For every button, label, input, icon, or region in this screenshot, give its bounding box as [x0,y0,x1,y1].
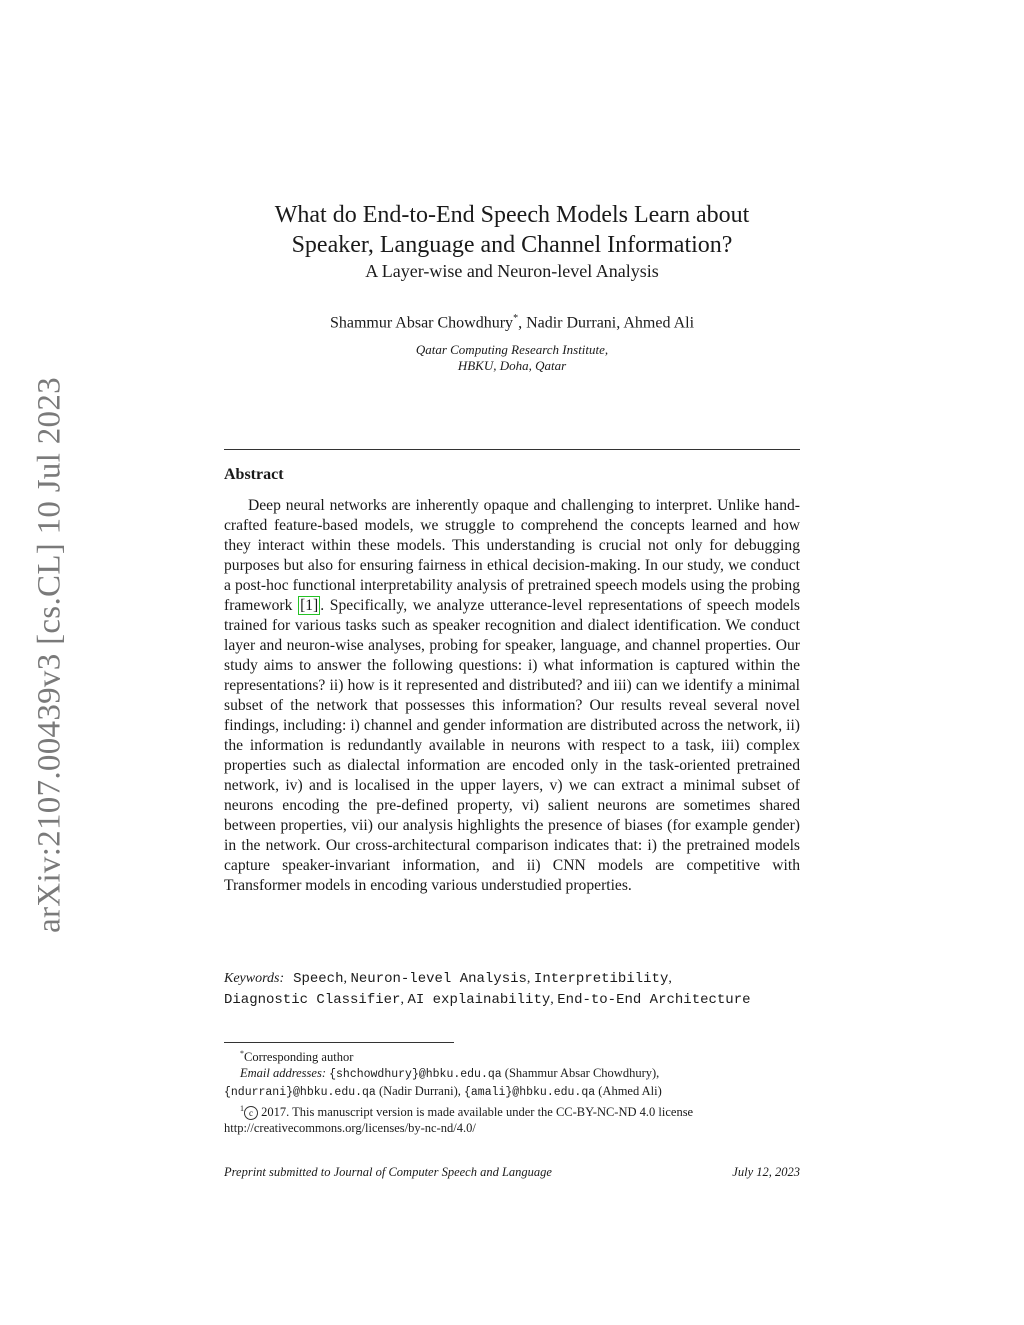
title-line-1: What do End-to-End Speech Models Learn about [274,202,750,228]
preprint-note: Preprint submitted to Journal of Computer Speech and Language [224,1165,552,1179]
keywords-label: Keywords: [224,971,285,986]
abstract-body [224,496,800,896]
footnote-mark: 1 [240,1104,244,1114]
keywords-block: Keywords: Speech, Neuron-level Analysis, Interpretibility, Diagnostic Classifier, AI explainability, End-to-End Architecture [224,971,751,1008]
keyword: Neuron-level Analysis [350,971,527,987]
corresponding-mark: * [513,313,519,324]
footnote-emails [224,1065,800,1101]
footnote-corresponding-text: Corresponding author [244,1050,354,1065]
abstract-heading: Abstract [224,466,284,483]
email-owner: (Nadir Durrani), [375,1084,464,1099]
license-text: 2017. This manuscript version is made available under the CC-BY-NC-ND 4.0 license [258,1105,694,1120]
keyword: AI explainability [407,992,551,1008]
email-label: Email addresses: [240,1066,326,1081]
author-rest: , Nadir Durrani, Ahmed Ali [518,314,695,332]
abstract-text-part1: Deep neural networks are inherently opaque and challenging to interpret. Unlike hand-crafted feature-based models, we struggle to comprehend the concepts learned and how they interact within these models. This understanding is crucial not only for debugging purposes but also for ensuring fairness in ethical decision-making. In our study, we conduct a post-hoc functional interpretability analysis of pretrained speech models using the probing framework [224,497,800,614]
author-list [224,313,800,332]
keyword: Interpretibility [533,971,669,987]
keyword: Diagnostic Classifier [224,992,401,1008]
keyword: Speech [293,971,344,987]
footnote-mark: * [240,1049,244,1058]
preprint-date: July 12, 2023 [732,1165,800,1179]
abstract-text-part2: . Specifically, we analyze utterance-level representations of speech models trained for various tasks such as speaker recognition and dialect identification. We conduct layer and neuron-wise analyses, probing for speaker, language, and channel properties. Our study aims to answer the following questions: i) what information is captured within the representations? ii) how is it represented and distributed? and iii) can we identify a minimal subset of the network that possesses this information? Our results reveal several novel findings, including: i) channel and gender information are distributed across the network, ii) the information is redundantly available in neurons with respect to a task, iii) complex properties such as dialectal information are encoded only in the task-oriented pretrained network, iv) and is localised in the upper layers, v) we can extract a minimal subset of neurons encoding the pre-defined property, vi) salient neurons are sometimes shared between properties, vii) our analysis highlights the presence of biases (for example gender) in the network. Our cross-architectural comparison indicates that: i) the pretrained models capture speaker-invariant information, and ii) CNN models are competitive with Transformer models in encoding various understudied properties. [224,597,800,894]
arxiv-identifier: arXiv:2107.00439v3 [cs.CL] 10 Jul 2023 [31,377,68,933]
author-first: Shammur Absar Chowdhury [329,314,514,332]
abstract-top-rule [224,449,800,450]
license-url[interactable]: http://creativecommons.org/licenses/by-nc-nd/4.0/ [224,1121,476,1136]
email-address[interactable]: {ndurrani}@hbku.edu.qa [224,1086,376,1100]
arxiv-side-stamp [30,370,70,940]
paper-subtitle: A Layer-wise and Neuron-level Analysis [365,261,659,281]
email-owner: (Ahmed Ali) [595,1084,662,1099]
footnote-corresponding [224,1046,800,1065]
title-line-2: Speaker, Language and Channel Information? [291,232,733,258]
email-address[interactable]: {amali}@hbku.edu.qa [464,1086,596,1100]
affiliation-line-1: Qatar Computing Research Institute, [415,342,609,357]
footnote-rule [224,1042,454,1043]
citation-link[interactable]: [1] [300,597,319,614]
affiliation [224,342,800,374]
footnote-license [224,1101,800,1136]
copyright-icon: c [244,1106,258,1120]
email-address[interactable]: {shchowdhury}@hbku.edu.qa [329,1068,502,1082]
footnotes [224,1046,800,1136]
paper-title-block [224,200,800,282]
keyword: End-to-End Architecture [557,992,751,1008]
email-owner: (Shammur Absar Chowdhury), [501,1066,660,1081]
affiliation-line-2: HBKU, Doha, Qatar [457,358,567,373]
